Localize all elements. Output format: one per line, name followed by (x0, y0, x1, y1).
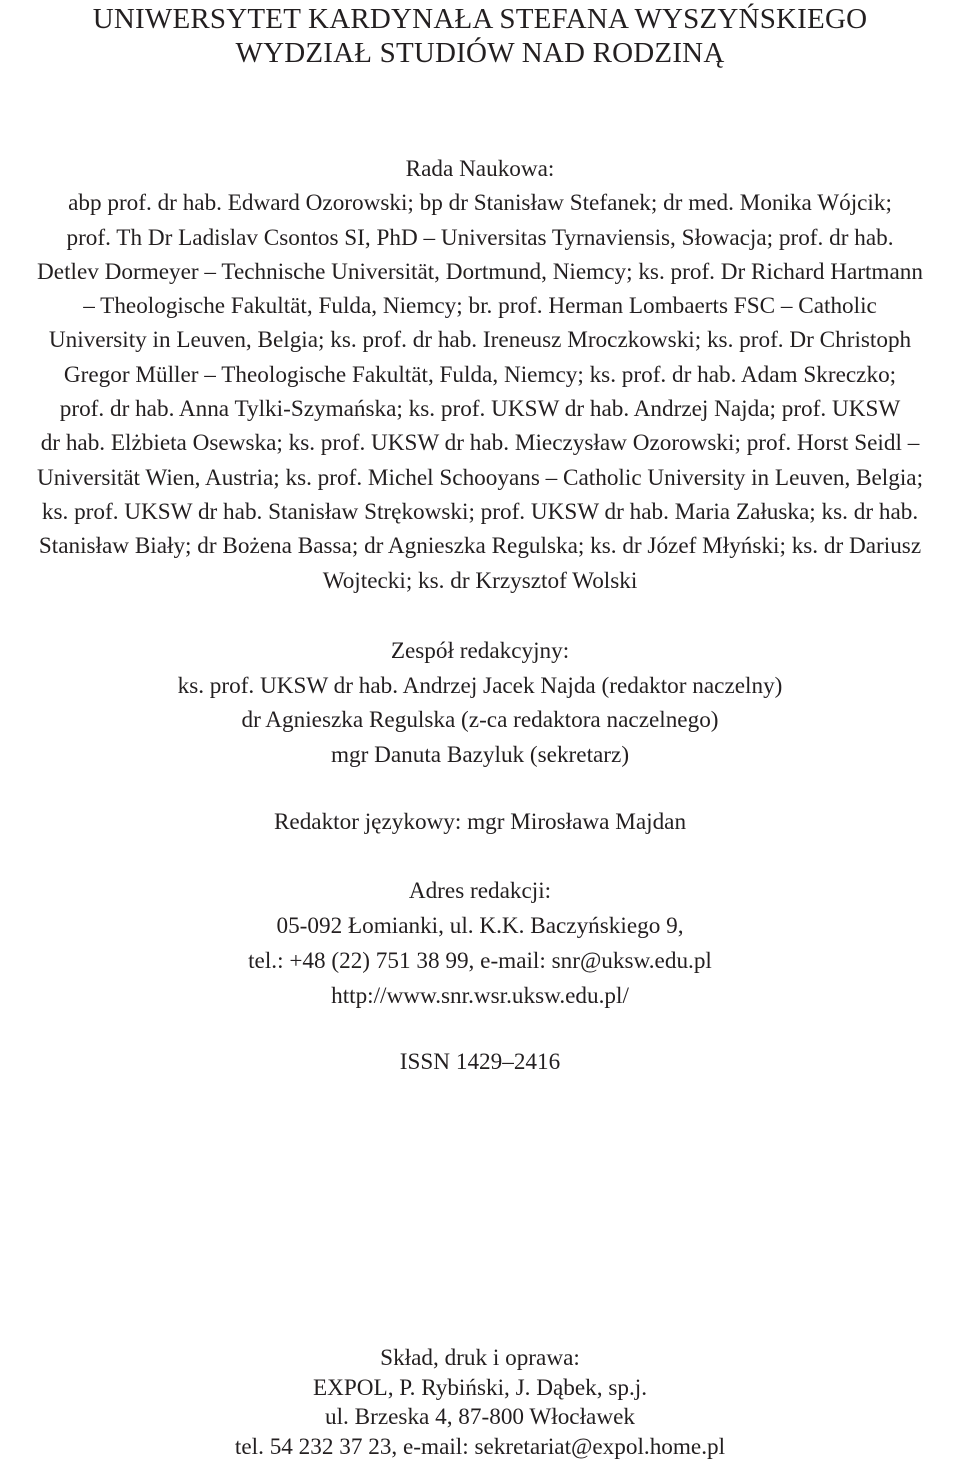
street-address: 05-092 Łomianki, ul. K.K. Baczyńskiego 9, (276, 913, 684, 939)
council-line: Detlev Dormeyer – Technische Universität, Dortmund, Niemcy; ks. prof. Dr Richard Hartmann (37, 258, 923, 285)
printer-address: ul. Brzeska 4, 87-800 Włocławek (325, 1404, 635, 1430)
secretary: mgr Danuta Bazyluk (sekretarz) (330, 741, 630, 768)
council-line: dr hab. Elżbieta Osewska; ks. prof. UKSW dr hab. Mieczysław Ozorowski; prof. Horst Seidl – (40, 430, 920, 457)
issn-number: ISSN 1429–2416 (399, 1049, 561, 1075)
contact-line: tel.: +48 (22) 751 38 99, e-mail: snr@uksw.edu.pl (248, 948, 712, 974)
council-line: prof. Th Dr Ladislav Csontos SI, PhD – Universitas Tyrnaviensis, Słowacja; prof. dr hab. (66, 224, 894, 251)
council-line: Universität Wien, Austria; ks. prof. Michel Schooyans – Catholic University in Leuven, Belgia; (36, 464, 924, 491)
editorial-team (0, 634, 960, 772)
faculty-name: WYDZIAŁ STUDIÓW NAD RODZINĄ (235, 37, 725, 69)
printer-name: EXPOL, P. Rybiński, J. Dąbek, sp.j. (312, 1374, 648, 1401)
printer-contact: tel. 54 232 37 23, e-mail: sekretariat@expol.home.pl (234, 1433, 726, 1460)
website: http://www.snr.wsr.uksw.edu.pl/ (331, 983, 629, 1009)
editor-in-chief: ks. prof. UKSW dr hab. Andrzej Jacek Najda (redaktor naczelny) (177, 672, 783, 699)
masthead (0, 2, 960, 70)
language-editor-line: Redaktor językowy: mgr Mirosława Majdan (273, 809, 687, 835)
council-line: Gregor Müller – Theologische Fakultät, Fulda, Niemcy; ks. prof. dr hab. Adam Skreczko; (63, 361, 897, 388)
printing-house (0, 1344, 960, 1462)
council-line: – Theologische Fakultät, Fulda, Niemcy; br. prof. Herman Lombaerts FSC – Catholic (83, 293, 877, 320)
editorial-address (0, 874, 960, 1014)
council-line: Stanisław Biały; dr Bożena Bassa; dr Agnieszka Regulska; ks. dr Józef Młyński; ks. dr Dariusz (38, 533, 922, 560)
council-line: prof. dr hab. Anna Tylki-Szymańska; ks. prof. UKSW dr hab. Andrzej Najda; prof. UKSW (59, 396, 901, 423)
editorial-heading: Zespół redakcyjny: (390, 638, 570, 664)
scientific-council (0, 152, 960, 598)
address-heading: Adres redakcji: (408, 878, 552, 904)
council-line: University in Leuven, Belgia; ks. prof. dr hab. Ireneusz Mroczkowski; ks. prof. Dr Christoph (48, 327, 912, 354)
deputy-editor: dr Agnieszka Regulska (z-ca redaktora naczelnego) (241, 707, 719, 733)
council-line: ks. prof. UKSW dr hab. Stanisław Strękowski; prof. UKSW dr hab. Maria Załuska; ks. dr hab. (41, 498, 919, 525)
printer-heading: Skład, druk i oprawa: (380, 1345, 580, 1371)
council-line: Wojtecki; ks. dr Krzysztof Wolski (322, 567, 638, 594)
language-editor (0, 805, 960, 840)
council-heading: Rada Naukowa: (405, 156, 555, 182)
issn-block (0, 1045, 960, 1080)
council-line: abp prof. dr hab. Edward Ozorowski; bp dr Stanisław Stefanek; dr med. Monika Wójcik; (68, 190, 892, 217)
university-name: UNIWERSYTET KARDYNAŁA STEFANA WYSZYŃSKIEGO (92, 3, 868, 35)
